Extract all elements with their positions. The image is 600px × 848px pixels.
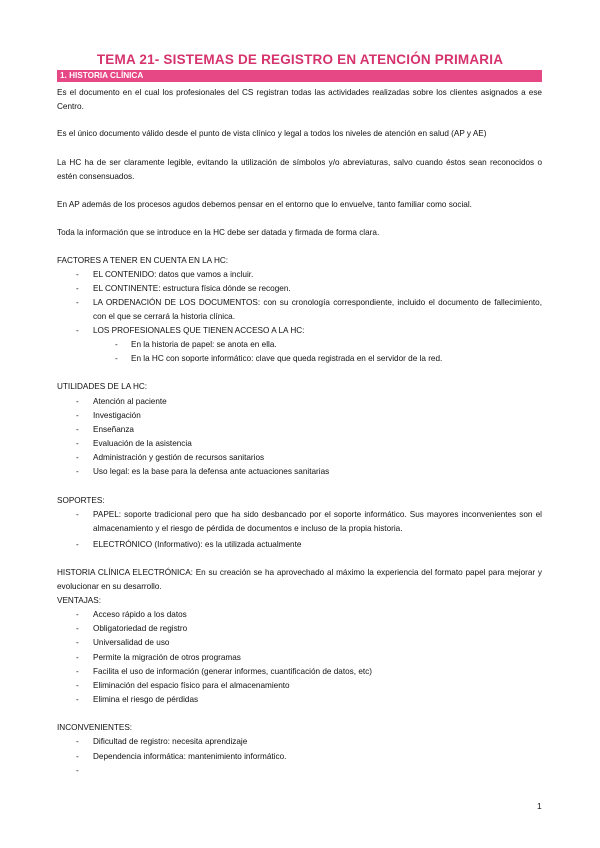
utilidades-item: Evaluación de la asistencia xyxy=(93,439,192,448)
bullet: - xyxy=(76,467,79,476)
factores-item-ordenacion: LA ORDENACIÓN DE LOS DOCUMENTOS: con su cronología correspondiente, incluido el documento de fallecimiento, con el que se cerrará la historia clínica. xyxy=(93,298,542,321)
intro-paragraph-3: La HC ha de ser claramente legible, evitando la utilización de símbolos y/o abreviaturas, salvo cuando éstos sean reconocidos o estén consensuados. xyxy=(57,158,542,181)
utilidades-item: Investigación xyxy=(93,411,141,420)
bullet: - xyxy=(76,667,79,676)
utilidades-item: Administración y gestión de recursos sanitarios xyxy=(93,453,265,462)
ventajas-item: Eliminación del espacio físico para el almacenamiento xyxy=(93,681,290,690)
factores-subitem-informatico: En la HC con soporte informático: clave que queda registrada en el servidor de la red. xyxy=(131,354,443,363)
ventajas-item: Elimina el riesgo de pérdidas xyxy=(93,695,199,704)
page-number: 1 xyxy=(537,801,542,811)
bullet: - xyxy=(76,695,79,704)
bullet: - xyxy=(76,610,79,619)
utilidades-item: Enseñanza xyxy=(93,425,134,434)
ventajas-item: Facilita el uso de información (generar informes, cuantificación de datos, etc) xyxy=(93,667,372,676)
bullet: - xyxy=(76,270,79,279)
page-title: TEMA 21- SISTEMAS DE REGISTRO EN ATENCIÓN PRIMARIA xyxy=(96,52,504,67)
ventajas-item: Acceso rápido a los datos xyxy=(93,610,187,619)
bullet: - xyxy=(76,681,79,690)
bullet: - xyxy=(76,752,79,761)
bullet: - xyxy=(76,284,79,293)
bullet: - xyxy=(76,510,79,519)
bullet: - xyxy=(76,766,79,775)
intro-paragraph-1: Es el documento en el cual los profesionales del CS registran todas las actividades realizadas sobre los clientes asignados a ese Centro. xyxy=(57,88,542,111)
utilidades-item: Uso legal: es la base para la defensa ante actuaciones sanitarias xyxy=(93,467,330,476)
intro-paragraph-2: Es el único documento válido desde el punto de vista clínico y legal a todos los niveles de atención en salud (AP y AE) xyxy=(57,129,487,138)
ventajas-item: Universalidad de uso xyxy=(93,638,170,647)
bullet: - xyxy=(76,453,79,462)
ventajas-heading: VENTAJAS: xyxy=(57,596,101,605)
ventajas-item: Obligatoriedad de registro xyxy=(93,624,188,633)
factores-item-continente: EL CONTINENTE: estructura física dónde se recogen. xyxy=(93,284,291,293)
inconvenientes-heading: INCONVENIENTES: xyxy=(57,723,133,732)
bullet: - xyxy=(76,326,79,335)
soportes-item-papel: PAPEL: soporte tradicional pero que ha sido desbancado por el soporte informático. Sus mayores inconvenientes son el almacenamiento y el riesgo de pérdida de documentos e incluso de la propia historia. xyxy=(93,510,542,533)
ventajas-item: Permite la migración de otros programas xyxy=(93,653,241,662)
factores-item-profesionales: LOS PROFESIONALES QUE TIENEN ACCESO A LA HC: xyxy=(93,326,305,335)
inconvenientes-item: Dependencia informática: mantenimiento informático. xyxy=(93,752,287,761)
bullet: - xyxy=(76,425,79,434)
bullet: - xyxy=(76,397,79,406)
bullet: - xyxy=(76,411,79,420)
hce-paragraph: HISTORIA CLÍNICA ELECTRÓNICA: En su creación se ha aprovechado al máximo la experiencia del formato papel para mejorar y evolucionar en su desarrollo. xyxy=(57,568,542,591)
section-heading-historia-clinica: 1. HISTORIA CLÍNICA xyxy=(57,70,542,82)
soportes-item-electronico: ELECTRÓNICO (Informativo): es la utilizada actualmente xyxy=(93,540,302,549)
bullet: - xyxy=(76,439,79,448)
factores-subitem-papel: En la historia de papel: se anota en ella. xyxy=(131,340,277,349)
bullet: - xyxy=(76,737,79,746)
bullet: - xyxy=(115,340,118,349)
intro-paragraph-5: Toda la información que se introduce en la HC debe ser datada y firmada de forma clara. xyxy=(57,228,380,237)
utilidades-item: Atención al paciente xyxy=(93,397,167,406)
utilidades-heading: UTILIDADES DE LA HC: xyxy=(57,382,148,391)
bullet: - xyxy=(115,354,118,363)
bullet: - xyxy=(76,653,79,662)
bullet: - xyxy=(76,298,79,307)
intro-paragraph-4: En AP además de los procesos agudos debemos pensar en el entorno que lo envuelve, tanto familiar como social. xyxy=(57,200,472,209)
bullet: - xyxy=(76,540,79,549)
factores-item-contenido: EL CONTENIDO: datos que vamos a incluir. xyxy=(93,270,254,279)
soportes-heading: SOPORTES: xyxy=(57,496,105,505)
bullet: - xyxy=(76,638,79,647)
bullet: - xyxy=(76,624,79,633)
inconvenientes-item: Dificultad de registro: necesita aprendizaje xyxy=(93,737,248,746)
factores-heading: FACTORES A TENER EN CUENTA EN LA HC: xyxy=(57,256,229,265)
